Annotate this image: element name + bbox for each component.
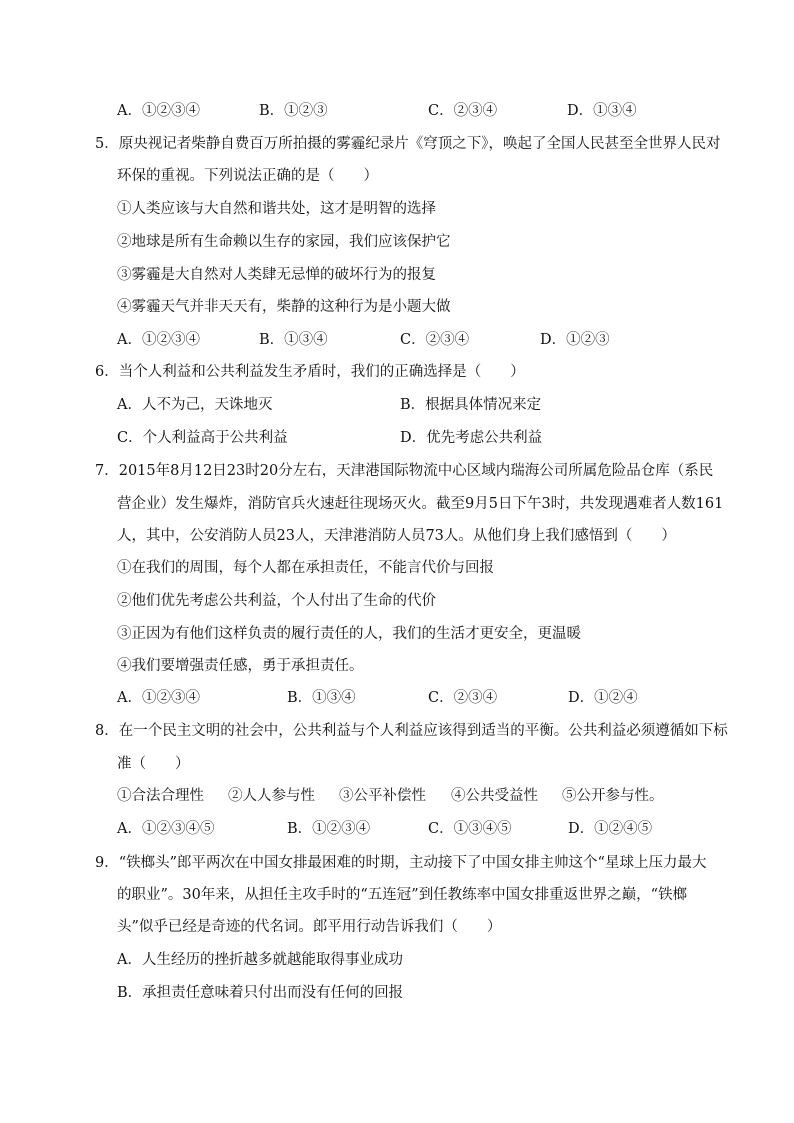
q9-option-a[interactable]: A．人生经历的挫折越多就越能取得事业成功 — [117, 952, 403, 968]
top-option-b[interactable]: B．①②③ — [259, 103, 328, 119]
q9-stem-line2: 的职业”。30年来，从担任主攻手时的“五连冠”到任教练率中国女排重返世界之巅，“铁榔 — [117, 887, 688, 903]
top-option-d[interactable]: D．①③④ — [567, 103, 637, 119]
q7-stem-line3: 人，其中，公安消防人员23人，天津港消防人员73人。从他们身上我们感悟到（ ） — [117, 528, 676, 544]
q8-stem-line1: 8．在一个民主文明的社会中，公共利益与个人利益应该得到适当的平衡。公共利益必须遵循如下标 — [95, 723, 728, 739]
q7-option-a[interactable]: A．①②③④ — [117, 690, 200, 706]
q7-item-4: ④我们要增强责任感，勇于承担责任。 — [117, 658, 364, 674]
q8-option-c[interactable]: C．①③④⑤ — [428, 821, 512, 837]
q6-option-d[interactable]: D．优先考虑公共利益 — [400, 430, 543, 446]
q9-stem-line1: 9．“铁榔头”郎平两次在中国女排最困难的时期，主动接下了中国女排主帅这个“星球上压力最大 — [95, 855, 707, 871]
q8-item-4: ④公共受益性 — [451, 788, 538, 804]
q7-stem-line2: 营企业）发生爆炸，消防官兵火速赶往现场灭火。截至9月5日下午3时，共发现遇难者人数161 — [117, 496, 724, 512]
q8-item-1: ①合法合理性 — [117, 788, 204, 804]
q8-option-a[interactable]: A．①②③④⑤ — [117, 821, 215, 837]
q5-option-a[interactable]: A．①②③④ — [117, 332, 200, 348]
q7-stem-line1: 7．2015年8月12日23时20分左右，天津港国际物流中心区域内瑞海公司所属危险品仓库（系民 — [95, 463, 714, 479]
q5-stem-line2: 环保的重视。下列说法正确的是（ ） — [117, 168, 378, 184]
q7-option-b[interactable]: B．①③④ — [287, 690, 356, 706]
q5-stem-line1: 5．原央视记者柴静自费百万所拍摄的雾霾纪录片《穹顶之下》，唤起了全国人民甚至全世界人民对 — [95, 136, 721, 152]
q5-option-d[interactable]: D．①②③ — [540, 332, 610, 348]
top-option-a[interactable]: A．①②③④ — [117, 103, 200, 119]
q8-item-2: ②人人参与性 — [228, 788, 315, 804]
q8-item-3: ③公平补偿性 — [339, 788, 426, 804]
q6-option-a[interactable]: A．人不为己，天诛地灭 — [117, 397, 273, 413]
q9-stem-line3: 头”似乎已经是奇迹的代名词。郎平用行动告诉我们（ ） — [117, 919, 502, 935]
q8-item-5: ⑤公开参与性。 — [562, 788, 664, 804]
top-options-row — [117, 101, 677, 121]
q6-option-b[interactable]: B．根据具体情况来定 — [400, 397, 542, 413]
q7-option-d[interactable]: D．①②④ — [568, 690, 638, 706]
q8-options-row — [117, 819, 677, 839]
q7-item-2: ②他们优先考虑公共利益，个人付出了生命的代价 — [117, 593, 436, 609]
q8-option-d[interactable]: D．①②④⑤ — [568, 821, 653, 837]
q7-item-1: ①在我们的周围，每个人都在承担责任，不能言代价与回报 — [117, 560, 494, 576]
q8-option-b[interactable]: B．①②③④ — [287, 821, 371, 837]
q6-option-c[interactable]: C．个人利益高于公共利益 — [117, 430, 288, 446]
q5-option-b[interactable]: B．①③④ — [259, 332, 328, 348]
q5-option-c[interactable]: C．②③④ — [400, 332, 470, 348]
q8-items-row — [117, 786, 677, 806]
q7-option-c[interactable]: C．②③④ — [428, 690, 498, 706]
top-option-c[interactable]: C．②③④ — [428, 103, 498, 119]
q8-stem-line2: 准（ ） — [117, 756, 190, 772]
q5-options-row — [117, 330, 677, 350]
q6-stem: 6．当个人利益和公共利益发生矛盾时，我们的正确选择是（ ） — [95, 364, 525, 380]
q5-item-1: ①人类应该与大自然和谐共处，这才是明智的选择 — [117, 201, 436, 217]
q5-item-2: ②地球是所有生命赖以生存的家园，我们应该保护它 — [117, 234, 451, 250]
q7-options-row — [117, 688, 677, 708]
q5-item-3: ③雾霾是大自然对人类肆无忌惮的破坏行为的报复 — [117, 267, 436, 283]
q9-option-b[interactable]: B．承担责任意味着只付出而没有任何的回报 — [117, 985, 404, 1001]
q5-item-4: ④雾霾天气并非天天有，柴静的这种行为是小题大做 — [117, 299, 451, 315]
q7-item-3: ③正因为有他们这样负责的履行责任的人，我们的生活才更安全，更温暖 — [117, 626, 581, 642]
